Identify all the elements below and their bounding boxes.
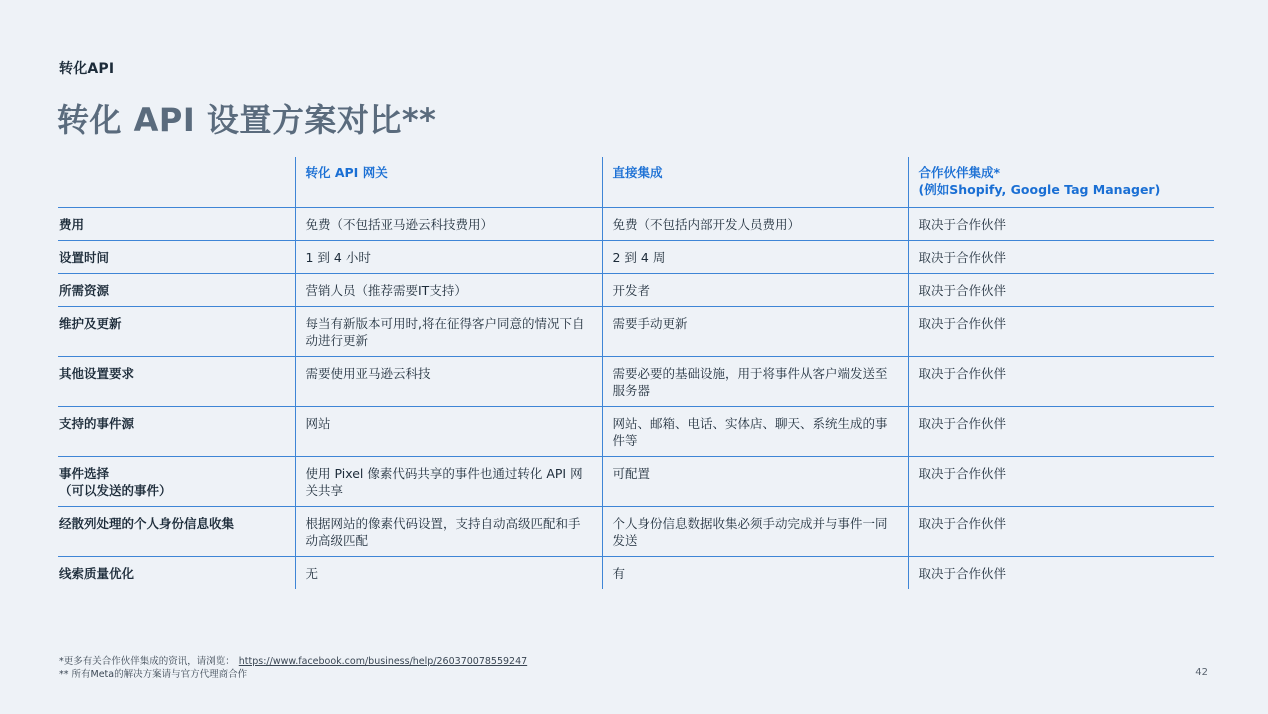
row-label-main: 事件选择 — [59, 466, 110, 481]
footnotes — [59, 655, 527, 681]
comparison-table — [58, 157, 1214, 589]
header-cell-gateway: 转化 API 网关 — [295, 157, 602, 208]
table-row — [58, 241, 1214, 274]
footnote-partner-text: *更多有关合作伙伴集成的资讯，请浏览： — [59, 656, 235, 667]
row-label: 线索质量优化 — [59, 566, 135, 581]
cell-direct: 2 到 4 周 — [602, 241, 908, 274]
cell-gateway: 营销人员（推荐需要IT支持） — [295, 274, 602, 307]
table-row — [58, 208, 1214, 241]
row-label: 维护及更新 — [59, 316, 122, 331]
cell-direct: 需要必要的基础设施，用于将事件从客户端发送至服务器 — [602, 357, 908, 407]
cell-direct: 网站、邮箱、电话、实体店、聊天、系统生成的事件等 — [602, 407, 908, 457]
header-partner-label: 合作伙伴集成* — [918, 165, 1001, 180]
table-row — [58, 407, 1214, 457]
header-cell-partner — [908, 157, 1214, 208]
cell-gateway: 需要使用亚马逊云科技 — [295, 357, 602, 407]
footnote-partner — [59, 655, 527, 668]
table-header-row — [58, 157, 1214, 208]
footnote-meta: ** 所有Meta的解决方案请与官方代理商合作 — [59, 669, 248, 680]
row-label: 经散列处理的个人身份信息收集 — [59, 516, 235, 531]
header-partner-sub: (例如Shopify, Google Tag Manager) — [918, 182, 1161, 197]
section-kicker: 转化API — [59, 61, 115, 77]
cell-gateway: 1 到 4 小时 — [295, 241, 602, 274]
cell-gateway: 每当有新版本可用时,将在征得客户同意的情况下自动进行更新 — [295, 307, 602, 357]
cell-direct: 有 — [602, 557, 908, 590]
table-row — [58, 557, 1214, 590]
table-row — [58, 457, 1214, 507]
cell-gateway: 无 — [295, 557, 602, 590]
cell-partner: 取决于合作伙伴 — [908, 357, 1214, 407]
footnote-link[interactable]: https://www.facebook.com/business/help/260370078559247 — [238, 656, 528, 667]
table-row — [58, 274, 1214, 307]
cell-direct: 免费（不包括内部开发人员费用） — [602, 208, 908, 241]
page-number: 42 — [1195, 667, 1208, 678]
cell-direct: 需要手动更新 — [602, 307, 908, 357]
table-row — [58, 307, 1214, 357]
row-label-sub: （可以发送的事件） — [59, 483, 172, 498]
row-label: 其他设置要求 — [59, 366, 135, 381]
row-label — [58, 457, 295, 507]
cell-partner: 取决于合作伙伴 — [908, 241, 1214, 274]
cell-gateway: 使用 Pixel 像素代码共享的事件也通过转化 API 网关共享 — [295, 457, 602, 507]
cell-partner: 取决于合作伙伴 — [908, 557, 1214, 590]
page-title: 转化 API 设置方案对比** — [57, 101, 437, 139]
row-label: 支持的事件源 — [59, 416, 135, 431]
cell-partner: 取决于合作伙伴 — [908, 307, 1214, 357]
cell-gateway: 网站 — [295, 407, 602, 457]
cell-partner: 取决于合作伙伴 — [908, 208, 1214, 241]
cell-gateway: 免费（不包括亚马逊云科技费用） — [295, 208, 602, 241]
row-label: 设置时间 — [59, 250, 110, 265]
cell-direct: 可配置 — [602, 457, 908, 507]
cell-partner: 取决于合作伙伴 — [908, 274, 1214, 307]
row-label: 费用 — [59, 217, 85, 232]
cell-partner: 取决于合作伙伴 — [908, 507, 1214, 557]
cell-direct: 开发者 — [602, 274, 908, 307]
cell-partner: 取决于合作伙伴 — [908, 407, 1214, 457]
header-cell-empty — [58, 157, 295, 208]
row-label: 所需资源 — [59, 283, 110, 298]
cell-partner: 取决于合作伙伴 — [908, 457, 1214, 507]
table-row — [58, 507, 1214, 557]
cell-gateway: 根据网站的像素代码设置，支持自动高级匹配和手动高级匹配 — [295, 507, 602, 557]
cell-direct: 个人身份信息数据收集必须手动完成并与事件一同发送 — [602, 507, 908, 557]
header-cell-direct: 直接集成 — [602, 157, 908, 208]
table-row — [58, 357, 1214, 407]
